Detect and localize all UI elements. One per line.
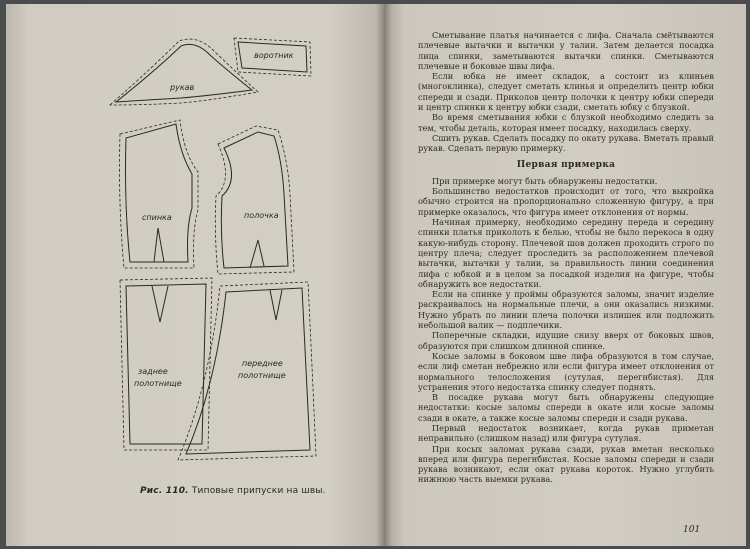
figure-caption — [140, 486, 326, 496]
paragraph: При косых заломах рукава сзади, рукав вметан несколько вперед или фигура перегнбистая. Косые заломы спереди и сзади рукава возникают, если окат рукава короток. Нужно углубить нижнюю часть выемки рукава. — [418, 443, 714, 485]
back-skirt-piece — [126, 284, 206, 444]
paragraph: Сшить рукав. Сделать посадку по окату рукава. Вметать правый рукав. Сделать первую примерку. — [418, 132, 714, 154]
collar-label: воротник — [254, 51, 294, 60]
paragraph: При примерке могут быть обнаружены недостатки. — [432, 175, 658, 186]
paragraph: Поперечные складки, идущие снизу вверх от боковых швов, образуются при слишком длинной спинке. — [418, 330, 714, 351]
caption-text: Типовые припуски на швы. — [191, 486, 326, 496]
page-number: 101 — [683, 525, 701, 535]
pattern-figure — [6, 4, 384, 546]
sleeve-piece — [116, 44, 252, 102]
paragraph: Косые заломы в боковом шве лифа образуются в том случае, если лиф сметан небрежно или если фигура имеет отклонения от нормального телосложения (сутулая, перегнбистая). Для устранения этого недостатка спинку следует поднять. — [418, 350, 714, 392]
back-skirt-seam — [120, 278, 212, 450]
section-heading: Первая примерка — [516, 159, 616, 170]
front-skirt-dart — [270, 290, 282, 320]
paragraph: Большинство недостатков происходит от того, что выкройка обычно строится на пропорционально сложенную фигуру, а при примерке оказалось, что фигура имеет отклонения от нормы. — [418, 186, 714, 217]
back-bodice-piece — [126, 124, 193, 262]
text-column — [418, 30, 714, 485]
back-bodice-seam — [120, 120, 199, 268]
caption-number: Рис. 110. — [140, 486, 189, 496]
left-page — [6, 4, 384, 546]
paragraph: Первый недостаток возникает, когда рукав приметан неправильно (слишком назад) или фигура сутулая. — [418, 422, 714, 444]
paragraph: Если юбка не имеет складок, а состоит из клиньев (многоклинка), следует сметать клинья и определить центр юбки спереди и сзади. Приколов центр полочки к центру юбки спереди и центр спинки к центру юбки сзади, сметать юбку с блузкой. — [418, 71, 714, 113]
book-spread — [6, 4, 746, 546]
front-panel-label-1: переднее — [242, 359, 283, 368]
front-panel-label-2: полотнище — [238, 371, 286, 380]
sleeve-seam — [110, 39, 258, 105]
back-panel-label-2: полотнище — [134, 379, 182, 388]
front-bodice-piece — [221, 132, 288, 268]
book-gutter — [376, 4, 392, 546]
front-label: полочка — [244, 211, 279, 220]
paragraph: Если на спинке у проймы образуются заломы, значит изделие раскраивалось на нормальные плечи, а они оказались низкими. Нужно убрать по линии плеча полочки излишек или подложить небольшой валик — подплечики. — [418, 289, 714, 331]
paragraph: В посадке рукава могут быть обнаружены следующие недостатки: косые заломы спереди в окате или косые заломы сзади в окате, а также косые заломы спереди и сзади рукава. — [418, 392, 714, 423]
front-dart — [250, 240, 264, 268]
back-dart — [154, 228, 164, 262]
paragraph: Начиная примерку, необходимо середину переда и середину спинки платья приколоть к белью, чтобы не было перекоса в одну какую-нибудь сторону. Плечевой шов должен проходить строго по центру плеча; следует проследить за расположением плечевой вытачки, вытачки у талии, за правильность линии соединения лифа с юбкой и в целом за посадкой изделия на фигуре, чтобы обнаружить все недостатки. — [418, 217, 714, 289]
back-label: спинка — [142, 213, 172, 222]
paragraph: Сметывание платья начинается с лифа. Сначала смётываются плечевые вытачки и вытачки у талии. Затем делается посадка лица спинки, заметываются вытачки спинки. Сметываются плечевые и боковые швы лифа. — [418, 30, 714, 71]
paragraph: Во время сметывания юбки с блузкой необходимо следить за тем, чтобы деталь, которая имеет посадку, находилась сверху. — [418, 112, 714, 133]
back-skirt-dart — [152, 286, 168, 322]
back-panel-label-1: заднее — [138, 367, 168, 376]
sleeve-label: рукав — [170, 83, 195, 92]
